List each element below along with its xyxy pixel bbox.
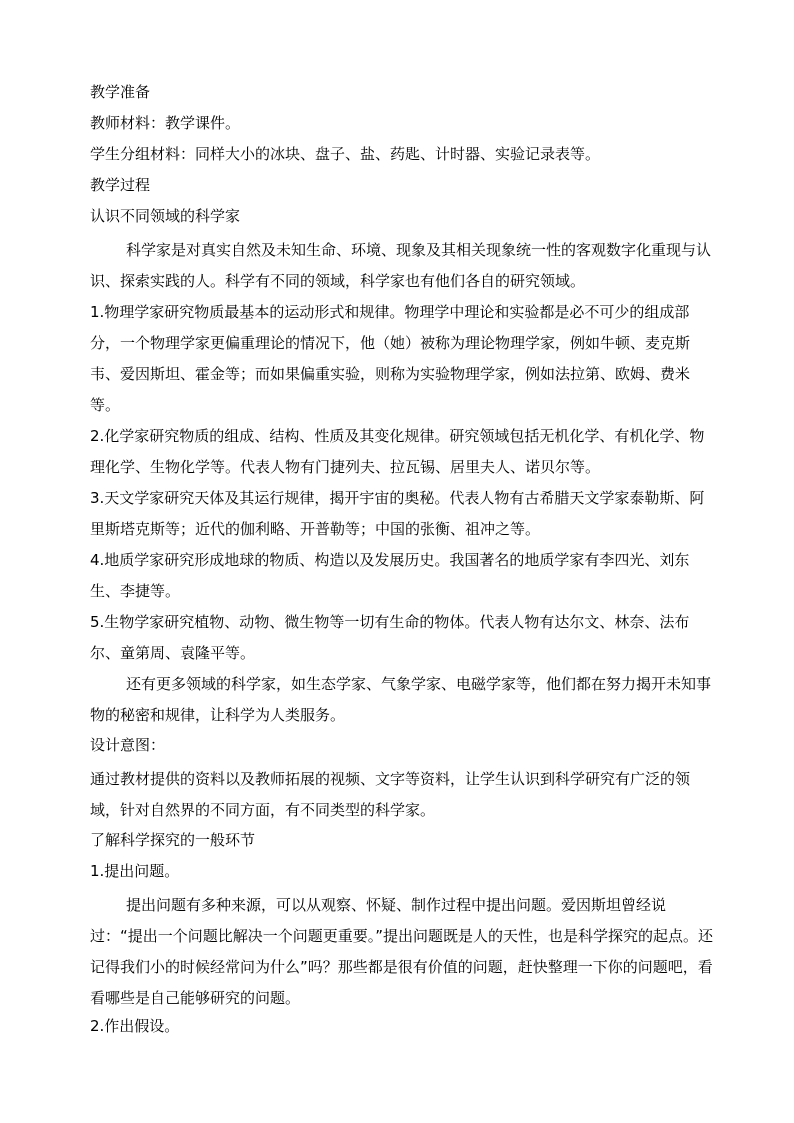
field-item-biology: 5.生物学家研究植物、动物、微生物等一切有生命的物体。代表人物有达尔文、林奈、法布尔、童第周、袁隆平等。 — [90, 613, 690, 662]
field-item-astronomy: 3.天文学家研究天体及其运行规律，揭开宇宙的奥秘。代表人物有古希腊天文学家泰勒斯、阿里斯塔克斯等；近代的伽利略、开普勒等；中国的张衡、祖冲之等。 — [90, 489, 705, 538]
step-title-make-hypothesis: 2.作出假设。 — [90, 1017, 180, 1035]
intro-paragraph: 科学家是对真实自然及未知生命、环境、现象及其相关现象统一性的客观数字化重现与认识、探索实践的人。科学有不同的领域，科学家也有他们各自的研究领域。 — [90, 241, 712, 290]
field-item-chemistry: 2.化学家研究物质的组成、结构、性质及其变化规律。研究领域包括无机化学、有机化学、物理化学、生物化学等。代表人物有门捷列夫、拉瓦锡、居里夫人、诺贝尔等。 — [90, 427, 705, 476]
document-page — [90, 80, 714, 1045]
field-item-geology: 4.地质学家研究形成地球的物质、构造以及发展历史。我国著名的地质学家有李四光、刘东生、李捷等。 — [90, 551, 690, 600]
field-item-physics: 1.物理学家研究物质最基本的运动形式和规律。物理学中理论和实验都是必不可少的组成部分，一个物理学家更偏重理论的情况下，他（她）被称为理论物理学家，例如牛顿、麦克斯韦、爱因斯坦、霍金等；而如果偏重实验，则称为实验物理学家，例如法拉第、欧姆、费米等。 — [90, 303, 691, 414]
step-paragraph-ask-question: 提出问题有多种来源，可以从观察、怀疑、制作过程中提出问题。爱因斯坦曾经说过：“提出一个问题比解决一个问题更重要。”提出问题既是人的天性，也是科学探究的起点。还记得我们小的时候经常问为什么”吗？那些都是很有价值的问题，赶快整理一下你的问题吧，看看哪些是自己能够研究的问题。 — [90, 896, 714, 1007]
heading-teaching-process: 教学过程 — [90, 176, 151, 194]
heading-teaching-preparation: 教学准备 — [90, 83, 151, 101]
teacher-materials-line: 教师材料：教学课件。 — [90, 114, 241, 132]
design-intent-paragraph: 通过教材提供的资料以及教师拓展的视频、文字等资料，让学生认识到科学研究有广泛的领域，针对自然界的不同方面，有不同类型的科学家。 — [90, 770, 691, 819]
more-fields-paragraph: 还有更多领域的科学家，如生态学家、气象学家、电磁学家等，他们都在努力揭开未知事物的秘密和规律，让科学为人类服务。 — [90, 675, 712, 724]
section-title-scientists-fields: 认识不同领域的科学家 — [90, 207, 241, 225]
step-title-ask-question: 1.提出问题。 — [90, 862, 180, 880]
section-title-inquiry-steps: 了解科学探究的一般环节 — [90, 831, 256, 849]
design-intent-label: 设计意图： — [90, 736, 166, 754]
student-materials-line: 学生分组材料：同样大小的冰块、盘子、盐、药匙、计时器、实验记录表等。 — [90, 145, 601, 163]
